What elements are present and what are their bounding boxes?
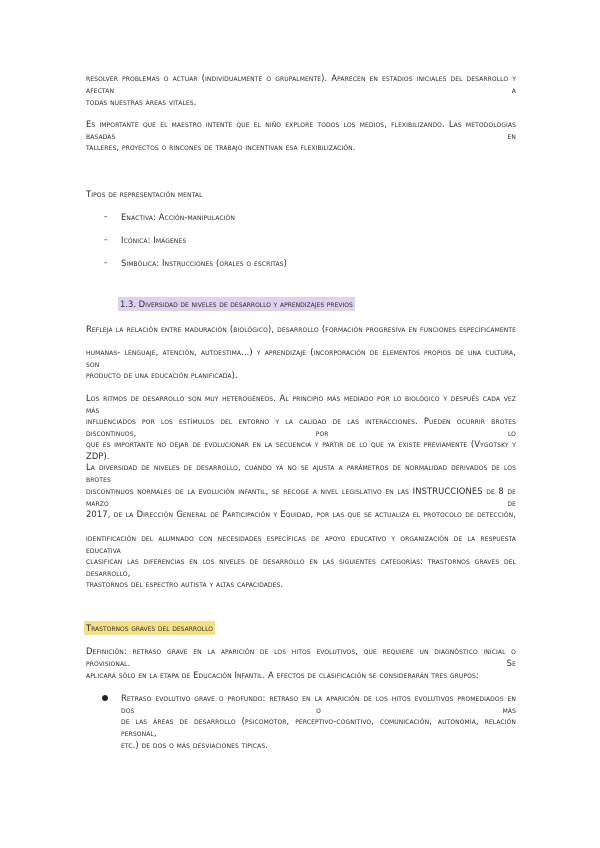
dash-marker: - bbox=[104, 235, 108, 245]
text-line: discontinuos normales de la evolución infantil, se recoge a nivel legislativo en las INSTRUCCIONES de 8 de marzo de bbox=[86, 486, 516, 508]
text-line: trastornos del espectro autista y altas capacidades. bbox=[86, 579, 284, 589]
text-line: aplicará sólo en la etapa de Educación Infantil. A efectos de clasificación se considerarán tres grupos: bbox=[86, 670, 479, 680]
list-item: Simbólica: Instrucciones (orales o escritas) bbox=[121, 258, 288, 268]
text-line: Los ritmos de desarrollo son muy heterogéneos. Al principio más mediado por lo biológico y después cada vez más bbox=[86, 393, 516, 415]
text-line: clasifican las diferencias en los niveles de desarrollo en las siguientes categorías: trastornos graves del desarrollo, bbox=[86, 556, 516, 578]
bullet-text-line: etc.) de dos o más desviaciones típicas. bbox=[121, 740, 269, 750]
text-line: identificación del alumnado con necesidades específicas de apoyo educativo y organización de la respuesta educativa bbox=[86, 533, 516, 555]
text-line: 2017, de la Dirección General de Participación y Equidad, por las que se actualiza el protocolo de detección, bbox=[86, 509, 516, 519]
bullet-marker bbox=[102, 695, 108, 701]
dash-marker: - bbox=[104, 212, 108, 222]
subsection-heading: Trastornos graves del desarrollo bbox=[86, 623, 213, 633]
bullet-text-line: de las áreas de desarrollo (psicomotor, perceptivo-cognitivo, comunicación, autonomía, relación personal, bbox=[121, 716, 516, 738]
text-line: Refleja la relación entre maduración (biológico), desarrollo (formación progresiva en funciones específicamente bbox=[86, 324, 516, 334]
text-line: todas nuestras áreas vitales. bbox=[86, 97, 197, 107]
bullet-text-line: Retraso evolutivo grave o profundo: retraso en la aparición de los hitos evolutivos promediados en dos o más bbox=[121, 693, 516, 715]
text-line: Definición: retraso grave en la aparición de los hitos evolutivos, que requiere un diagnóstico inicial o provisional. Se bbox=[86, 646, 516, 668]
list-item: Enactiva: Acción-manipulación bbox=[121, 212, 235, 222]
text-line: influenciados por los estímulos del entorno y la calidad de las interacciones. Pueden ocurrir brotes discontinuos, por lo bbox=[86, 416, 516, 438]
text-line: talleres, proyectos o rincones de trabajo incentivan esa flexibilización. bbox=[86, 142, 356, 152]
dash-marker: - bbox=[104, 258, 108, 268]
text-line: que es importante no dejar de evolucionar en la secuencia y partir de lo que ya existe previamente (Vygotsky y ZDP). bbox=[86, 439, 516, 461]
tipos-heading: Tipos de representación mental bbox=[86, 189, 203, 199]
text-line: resolver problemas o actuar (individualmente o grupalmente). Aparecen en estadios iniciales del desarrollo y afectan a bbox=[86, 73, 516, 95]
text-line: Es importante que el maestro intente que el niño explore todos los medios, flexibilizando. Las metodologías basadas en bbox=[86, 119, 516, 141]
text-line: producto de una educación planificada). bbox=[86, 370, 238, 380]
text-line: La diversidad de niveles de desarrollo, cuando ya no se ajusta a parámetros de normalidad derivados de los brotes bbox=[86, 462, 516, 484]
section-heading: 1.3. Diversidad de niveles de desarrollo y aprendizajes previos bbox=[120, 299, 353, 309]
text-line: humanas- lenguaje, atención, autoestima...) y aprendizaje (incorporación de elementos propios de una cultura, son bbox=[86, 347, 516, 369]
list-item: Icónica: Imágenes bbox=[121, 235, 187, 245]
